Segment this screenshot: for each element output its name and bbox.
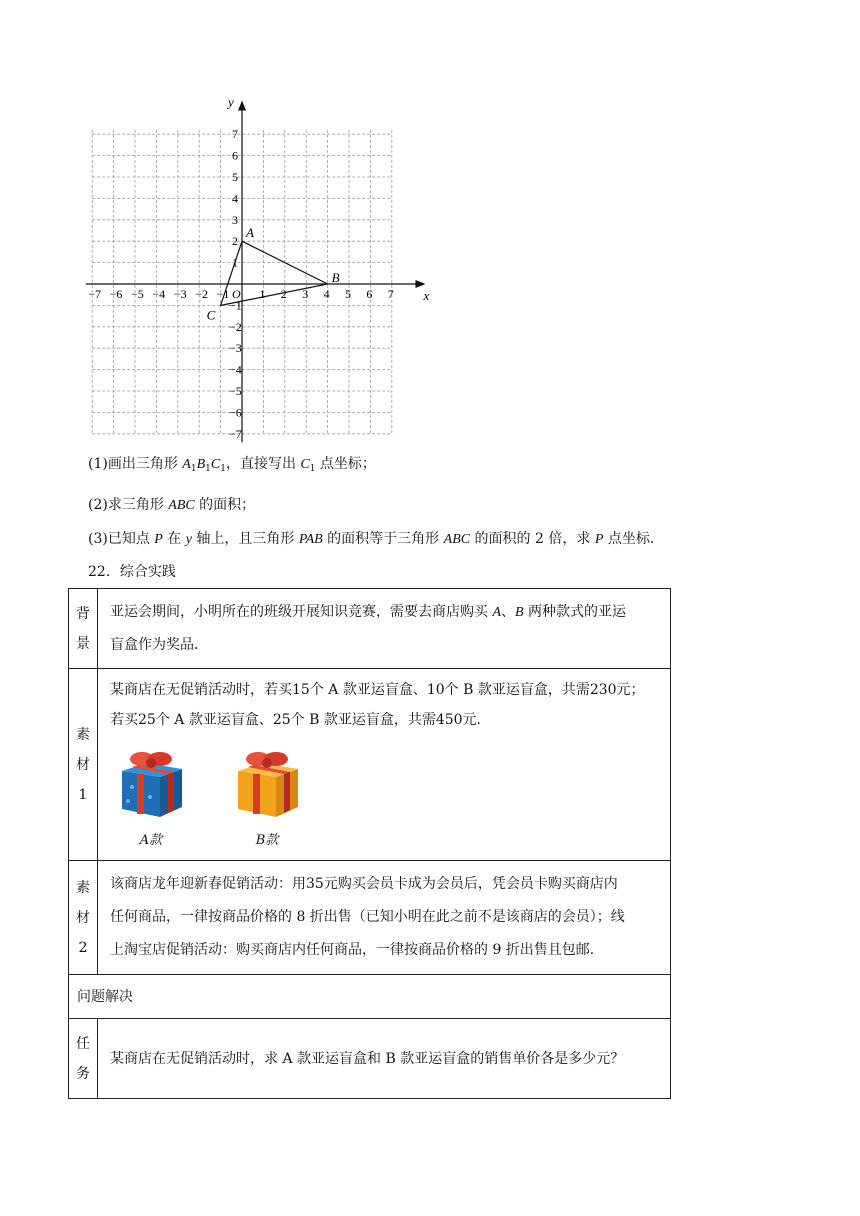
q3-part-c: 轴上，且三角形 (191, 531, 299, 547)
x-tick-label: 1 (259, 287, 266, 301)
question-2 (88, 495, 255, 516)
x-tick-label: −2 (195, 287, 208, 301)
question-3 (88, 529, 664, 550)
row-material-1 (69, 669, 671, 861)
q1-suffix: 点坐标； (315, 456, 376, 472)
x-tick-label: 7 (387, 287, 394, 301)
background-text (98, 589, 671, 669)
material-1-line-2: 若买25个 A 款亚运盲盒、25个 B 款亚运盲盒，共需450元． (110, 712, 491, 728)
triangle-abc (207, 225, 340, 322)
q1-sub-b: 1 (205, 464, 211, 474)
coordinate-grid (74, 94, 430, 445)
x-tick-label: −3 (173, 287, 187, 301)
bg-style-b: B (515, 605, 524, 620)
material-1-line-1: 某商店在无促销活动时，若买15个 A 款亚运盲盒、10个 B 款亚运盲盒，共需230元； (110, 682, 645, 698)
gift-b (232, 747, 302, 850)
gift-a (116, 747, 186, 850)
label-char: 材 (76, 756, 90, 773)
y-tick-label: 3 (232, 212, 238, 227)
q1-vertex-c: C (210, 457, 221, 472)
y-tick-label: −4 (229, 362, 242, 377)
material-2-line-2: 任何商品，一律按商品价格的 8 折出售（已知小明在此之前不是该商店的会员）；线 (110, 909, 625, 925)
x-tick-label: O (232, 287, 241, 301)
y-axis-label: y (228, 94, 234, 110)
q1-mid: ，直接写出 (225, 456, 301, 472)
x-tick-label: 6 (366, 287, 373, 301)
bg-text-c: 盲盒作为奖品． (110, 637, 208, 653)
y-tick-label: 2 (232, 234, 238, 249)
q3-triangle-pab: PAB (298, 532, 323, 547)
x-tick-label: −6 (109, 287, 123, 301)
label-char: 务 (76, 1065, 90, 1082)
q3-part-f: 点坐标． (603, 531, 664, 547)
x-tick-label: 3 (302, 287, 309, 301)
section-title: 22．综合实践 (88, 564, 176, 580)
x-tick-label: 2 (280, 287, 287, 301)
y-tick-label: 6 (232, 148, 238, 163)
y-tick-label: −2 (229, 319, 242, 334)
row-problem-solving (69, 975, 671, 1019)
vertex-label-c: C (206, 307, 216, 323)
q2-prefix: (2)求三角形 (88, 497, 169, 513)
bg-sep: 、 (501, 604, 516, 620)
q1-sub-c: 1 (220, 464, 226, 474)
y-tick-label: −6 (229, 405, 242, 420)
label-char: 材 (76, 909, 90, 926)
label-task (69, 1019, 98, 1099)
material-2-content (98, 861, 671, 975)
x-tick-label: 5 (345, 287, 351, 301)
y-tick-label: 1 (232, 255, 238, 270)
q3-triangle-abc: ABC (443, 532, 471, 547)
label-char: 背 (76, 605, 90, 622)
material-1-content (98, 669, 671, 861)
x-tick-label: 4 (323, 287, 330, 301)
axes (86, 95, 430, 443)
bg-text-b: 两种款式的亚运 (523, 604, 627, 620)
y-tick-label: −7 (229, 426, 242, 441)
gift-a-caption: A款 (139, 833, 163, 848)
q3-part-b: 在 (162, 531, 186, 547)
q3-part-d: 的面积等于三角形 (322, 531, 444, 547)
q3-point-p: P (154, 532, 163, 547)
q3-point-p2: P (594, 532, 604, 547)
q3-part-a: (3)已知点 (88, 531, 155, 547)
vertex-label-b: B (331, 270, 340, 285)
q1-sub-a: 1 (190, 464, 197, 474)
material-2-line-3: 上淘宝店促销活动：购买商店内任何商品，一律按商品价格的 9 折出售且包邮． (110, 942, 604, 958)
gift-b-caption: B款 (255, 833, 279, 848)
question-1 (88, 454, 376, 479)
label-char: 素 (76, 726, 90, 743)
q1-prefix: (1)画出三角形 (88, 456, 183, 472)
x-tick-label: −1 (216, 287, 230, 301)
row-material-2 (69, 861, 671, 975)
q3-y-axis: y (185, 532, 192, 547)
y-tick-label: −1 (229, 298, 242, 313)
label-char: 景 (76, 635, 90, 652)
vertex-label-a: A (246, 225, 254, 241)
y-axis-arrow (238, 101, 246, 111)
q1-point: C (300, 457, 310, 472)
label-char: 1 (78, 786, 88, 803)
q1-vertex-a: A (182, 457, 191, 472)
bg-style-a: A (492, 605, 502, 620)
y-tick-label: 5 (232, 170, 238, 184)
label-char: 任 (76, 1035, 90, 1052)
x-tick-label: −4 (152, 287, 166, 301)
bg-text-a: 亚运会期间，小明所在的班级开展知识竞赛，需要去商店购买 (110, 604, 493, 620)
q1-sub-point: 1 (309, 464, 316, 474)
y-tick-label: −5 (229, 384, 242, 398)
label-material-2 (69, 861, 98, 975)
q2-suffix: 的面积； (194, 497, 256, 513)
y-tick-label: 7 (232, 127, 238, 142)
y-tick-label: 4 (232, 191, 238, 206)
task-text: 某商店在无促销活动时，求 A 款亚运盲盒和 B 款亚运盲盒的销售单价各是多少元？ (98, 1019, 671, 1099)
label-material-1 (69, 669, 98, 861)
label-char: 素 (76, 879, 90, 896)
y-tick-label: −3 (229, 341, 242, 356)
q2-triangle: ABC (168, 498, 195, 513)
gift-box-b-icon (232, 747, 302, 819)
problem-solving-heading: 问题解决 (69, 975, 671, 1019)
x-axis-label: x (423, 288, 430, 303)
x-axis-arrow (415, 280, 425, 288)
row-task (69, 1019, 671, 1099)
gift-box-a-icon (116, 747, 186, 819)
material-2-line-1: 该商店龙年迎新春促销活动：用35元购买会员卡成为会员后，凭会员卡购买商店内 (110, 876, 618, 892)
q1-vertex-b: B (196, 457, 206, 472)
x-tick-label: −7 (88, 287, 101, 301)
task-table (68, 588, 671, 1099)
label-char: 2 (78, 939, 88, 956)
row-background (69, 589, 671, 669)
q3-part-e: 的面积的 2 倍，求 (470, 531, 595, 547)
label-background (69, 589, 98, 669)
x-tick-label: −5 (131, 287, 144, 301)
gift-images (116, 747, 658, 850)
